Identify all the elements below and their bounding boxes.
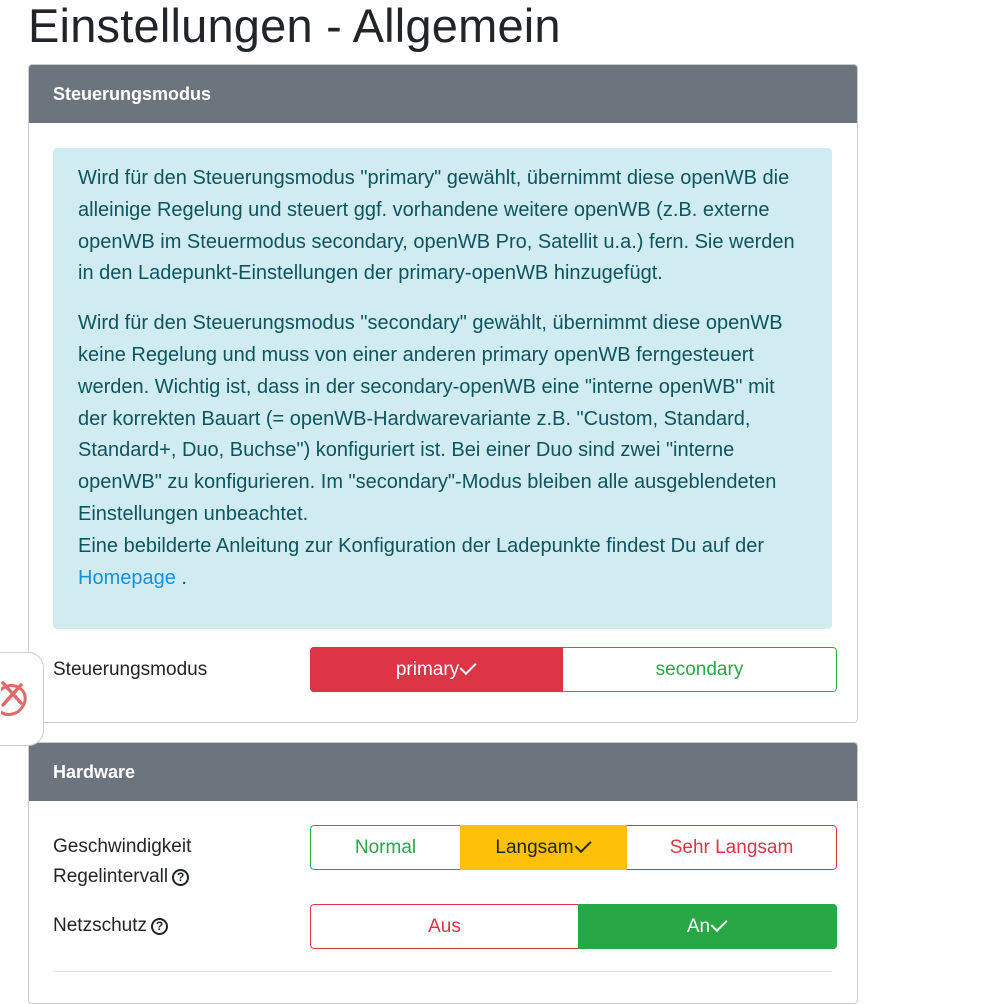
page-title: Einstellungen - Allgemein	[28, 0, 561, 52]
help-circle-icon[interactable]: ?	[172, 869, 189, 886]
checkmark-icon	[460, 658, 477, 675]
mode-primary-button[interactable]	[310, 647, 563, 692]
speed-label-line1: Geschwindigkeit	[53, 836, 192, 857]
speed-very-slow-label: Sehr Langsam	[669, 836, 794, 858]
homepage-link[interactable]: Homepage	[78, 566, 176, 589]
control-mode-info-alert	[53, 148, 832, 629]
speed-normal-button[interactable]	[310, 825, 460, 870]
checkmark-icon	[574, 836, 591, 853]
mode-secondary-button[interactable]	[563, 647, 837, 692]
info-paragraph-primary: Wird für den Steuerungsmodus "primary" gewählt, übernimmt diese openWB die alleinige Regelung und steuert ggf. vorhandene weitere openWB (z.B. externe openWB im Steuermodus secondary, openWB Pro, Satellit u.a.) fern. Sie werden in den Ladepunkt-Einstellungen der primary-openWB hinzugefügt.	[78, 167, 795, 285]
mode-primary-label: primary	[395, 658, 460, 680]
grid-protection-on-button[interactable]	[578, 904, 837, 949]
floating-app-button[interactable]	[0, 652, 44, 746]
mode-secondary-label: secondary	[655, 658, 744, 680]
grid-protection-off-label: Aus	[428, 915, 461, 937]
speed-slow-button[interactable]	[460, 825, 627, 870]
info-guide-text: Eine bebilderte Anleitung zur Konfiguration der Ladepunkte findest Du auf der	[78, 534, 765, 557]
info-paragraph-secondary	[78, 308, 808, 594]
control-mode-toggle-group	[310, 647, 837, 692]
app-logo-icon	[1, 675, 29, 723]
speed-normal-label: Normal	[354, 836, 417, 858]
checkmark-icon	[711, 915, 728, 932]
speed-label-line2: Regelintervall	[53, 866, 169, 887]
control-mode-label: Steuerungsmodus	[53, 659, 208, 680]
hardware-card-header: Hardware	[29, 743, 857, 801]
speed-label	[53, 832, 191, 892]
grid-protection-toggle-group	[310, 904, 837, 949]
control-mode-card	[28, 64, 858, 723]
speed-slow-label: Langsam	[495, 836, 574, 858]
control-mode-card-header: Steuerungsmodus	[29, 65, 857, 123]
help-circle-icon[interactable]: ?	[151, 918, 168, 935]
speed-very-slow-button[interactable]	[627, 825, 837, 870]
row-divider	[53, 971, 832, 972]
grid-protection-label-text: Netzschutz	[53, 915, 147, 936]
grid-protection-off-button[interactable]	[310, 904, 578, 949]
info-paragraph-secondary-text: Wird für den Steuerungsmodus "secondary" gewählt, übernimmt diese openWB keine Regelung und muss von einer anderen primary openWB ferngesteuert werden. Wichtig ist, dass in der secondary-openWB eine "interne openWB" mit der korrekten Bauart (= openWB-Hardwarevariante z.B. "Custom, Standard, Standard+, Duo, Buchse") konfiguriert ist. Bei einer Duo sind zwei "interne openWB" zu konfigurieren. Im "secondary"-Modus bleiben alle ausgeblendeten Einstellungen unbeachtet.	[78, 312, 783, 525]
hardware-card	[28, 742, 858, 1004]
speed-toggle-group	[310, 825, 837, 870]
grid-protection-label	[53, 911, 168, 941]
grid-protection-on-label: An	[686, 915, 711, 937]
info-guide-suffix: .	[181, 566, 187, 589]
